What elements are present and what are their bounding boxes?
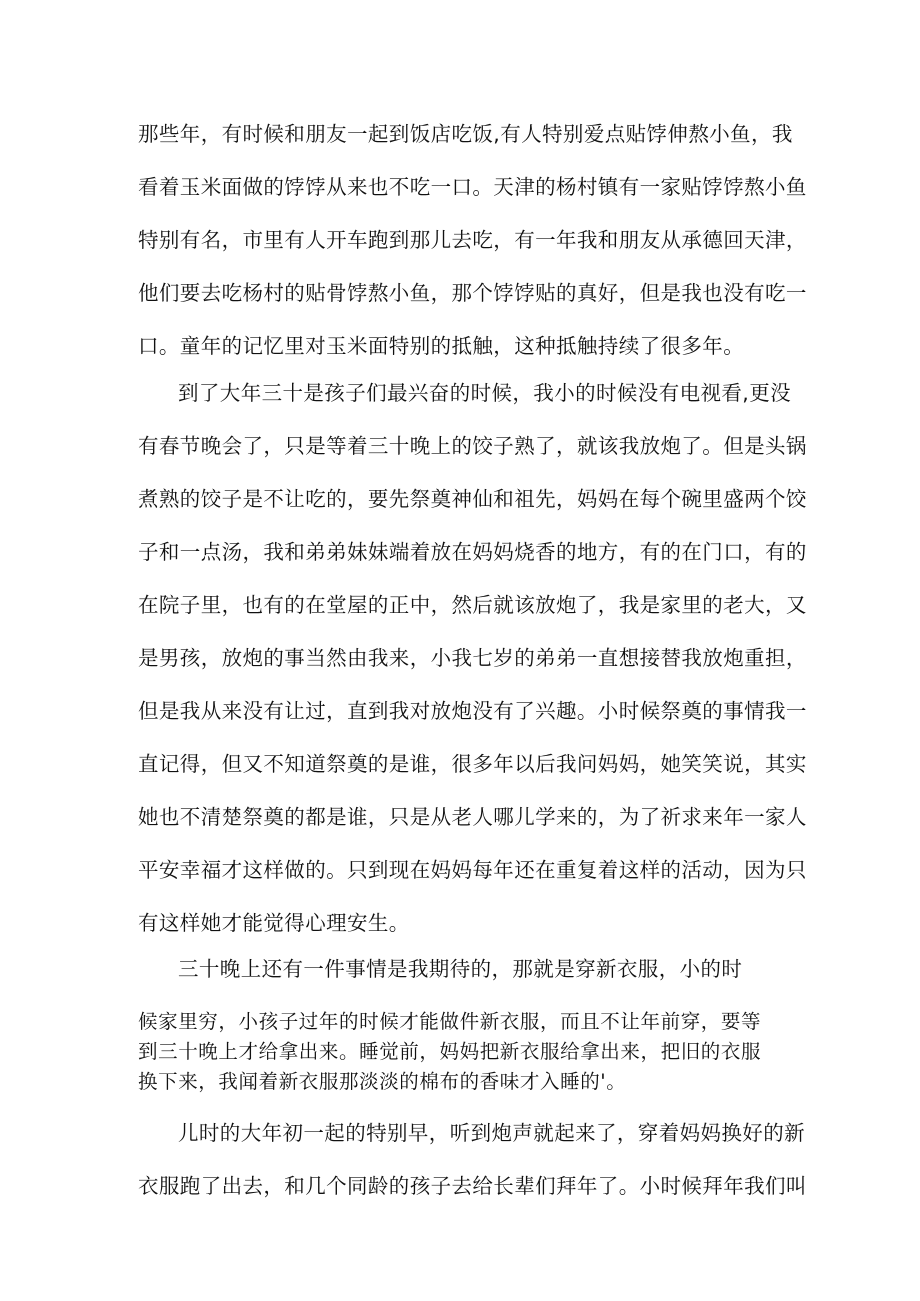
text-line: 是男孩，放炮的事当然由我来，小我七岁的弟弟一直想接替我放炮重担，: [138, 646, 807, 670]
text-line: 有春节晚会了，只是等着三十晚上的饺子熟了，就该我放炮了。但是头锅: [138, 434, 807, 458]
text-line: 煮熟的饺子是不让吃的，要先祭奠神仙和祖先，妈妈在每个碗里盛两个饺: [138, 487, 807, 511]
text-line: 在院子里，也有的在堂屋的正中，然后就该放炮了，我是家里的老大，又: [138, 593, 807, 617]
text-line: 三十晚上还有一件事情是我期待的，那就是穿新衣服，小的时: [178, 957, 743, 981]
text-line: 儿时的大年初一起的特别早，听到炮声就起来了，穿着妈妈换好的新: [178, 1121, 805, 1145]
text-line: 她也不清楚祭奠的都是谁，只是从老人哪儿学来的，为了祈求来年一家人: [138, 805, 807, 829]
text-line: 看着玉米面做的饽饽从来也不吃一口。天津的杨村镇有一家贴饽饽熬小鱼: [138, 175, 807, 199]
text-line: 换下来，我闻着新衣服那淡淡的棉布的香味才入睡的'。: [138, 1070, 627, 1093]
text-line: 他们要去吃杨村的贴骨饽熬小鱼，那个饽饽贴的真好，但是我也没有吃一: [138, 281, 807, 305]
text-line: 子和一点汤，我和弟弟妹妹端着放在妈妈烧香的地方，有的在门口，有的: [138, 540, 807, 564]
text-line: 到了大年三十是孩子们最兴奋的时候，我小的时候没有电视看,更没: [178, 381, 792, 405]
text-line: 那些年，有时候和朋友一起到饭店吃饭,有人特别爱点贴饽伸熬小鱼，我: [138, 122, 793, 146]
text-line: 直记得，但又不知道祭奠的是谁，很多年以后我问妈妈，她笑笑说，其实: [138, 752, 807, 776]
text-line: 候家里穷，小孩子过年的时候才能做件新衣服，而且不让年前穿，要等: [138, 1010, 762, 1033]
text-line: 平安幸福才这样做的。只到现在妈妈每年还在重复着这样的活动，因为只: [138, 858, 807, 882]
text-line: 但是我从来没有让过，直到我对放炮没有了兴趣。小时候祭奠的事情我一: [138, 699, 807, 723]
text-line: 到三十晚上才给拿出来。睡觉前，妈妈把新衣服给拿出来，把旧的衣服: [138, 1040, 762, 1063]
text-line: 特别有名，市里有人开车跑到那儿去吃，有一年我和朋友从承德回天津，: [138, 228, 807, 252]
text-line: 衣服跑了出去，和几个同龄的孩子去给长辈们拜年了。小时候拜年我们叫: [138, 1174, 807, 1198]
text-line: 口。童年的记忆里对玉米面特别的抵触，这种抵触持续了很多年。: [138, 334, 745, 358]
text-line: 有这样她才能觉得心理安生。: [138, 911, 410, 935]
